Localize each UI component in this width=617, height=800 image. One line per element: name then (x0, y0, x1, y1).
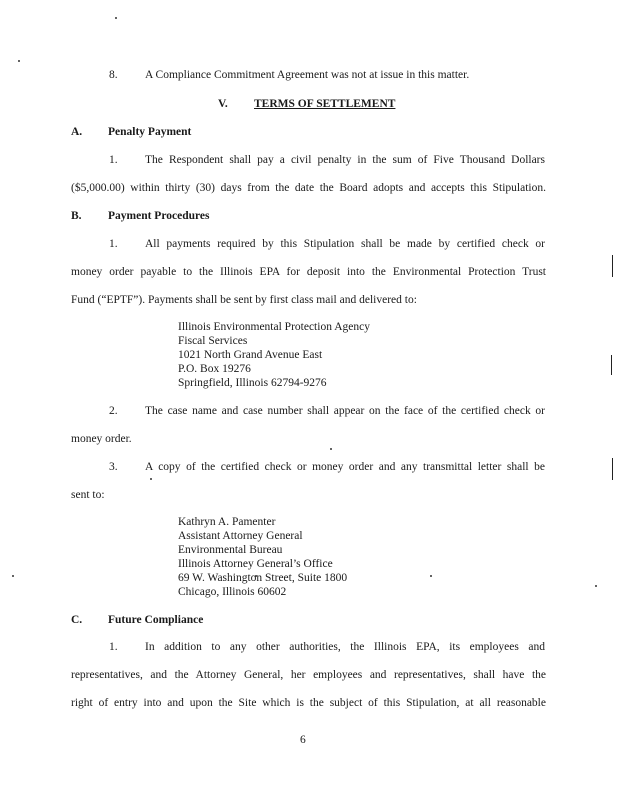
paragraph-number: 3. (109, 461, 118, 473)
address-line: Fiscal Services (178, 335, 248, 347)
paragraph-number: 1. (109, 238, 118, 250)
address-line: P.O. Box 19276 (178, 363, 251, 375)
address-line: Kathryn A. Pamenter (178, 516, 276, 528)
paragraph-line: ($5,000.00) within thirty (30) days from the date the Board adopts and accepts this Stipulation. (71, 182, 546, 194)
paragraph-number: 1. (109, 154, 118, 166)
address-line: Assistant Attorney General (178, 530, 303, 542)
paragraph-number: 2. (109, 405, 118, 417)
paragraph-line: representatives, and the Attorney General, her employees and representatives, shall have the (71, 669, 546, 681)
scan-speck (330, 448, 332, 450)
paragraph-line: The case name and case number shall appear on the face of the certified check or (145, 405, 545, 417)
subsection-title: Penalty Payment (108, 126, 192, 138)
address-line: Environmental Bureau (178, 544, 283, 556)
subsection-letter: B. (71, 210, 82, 222)
scan-speck (12, 575, 14, 577)
paragraph-line: sent to: (71, 489, 105, 501)
scan-speck (150, 478, 152, 480)
paragraph-line: money order. (71, 433, 132, 445)
scan-speck (595, 585, 597, 587)
paragraph-line: A copy of the certified check or money order and any transmittal letter shall be (145, 461, 545, 473)
paragraph-line: In addition to any other authorities, the Illinois EPA, its employees and (145, 641, 545, 653)
address-line: Chicago, Illinois 60602 (178, 586, 287, 598)
section-number: V. (218, 98, 228, 110)
subsection-letter: A. (71, 126, 83, 138)
subsection-title: Payment Procedures (108, 210, 210, 222)
paragraph-line: All payments required by this Stipulation shall be made by certified check or (145, 238, 545, 250)
address-line: Illinois Attorney General’s Office (178, 558, 333, 570)
address-line: Illinois Environmental Protection Agency (178, 321, 370, 333)
paragraph-line: Fund (“EPTF”). Payments shall be sent by first class mail and delivered to: (71, 294, 417, 306)
item-text: A Compliance Commitment Agreement was not at issue in this matter. (145, 69, 470, 81)
margin-mark (612, 255, 613, 277)
item-number: 8. (109, 69, 118, 81)
scan-speck (115, 17, 117, 19)
section-title: TERMS OF SETTLEMENT (254, 98, 396, 110)
paragraph-number: 1. (109, 641, 118, 653)
subsection-title: Future Compliance (108, 614, 204, 626)
page-number: 6 (300, 734, 306, 746)
margin-mark (611, 355, 612, 375)
address-line: Springfield, Illinois 62794-9276 (178, 377, 327, 389)
paragraph-line: right of entry into and upon the Site which is the subject of this Stipulation, at all reasonable (71, 697, 546, 709)
scan-speck (18, 60, 20, 62)
paragraph-line: money order payable to the Illinois EPA for deposit into the Environmental Protection Trust (71, 266, 546, 278)
scan-speck (430, 575, 432, 577)
address-line: 1021 North Grand Avenue East (178, 349, 323, 361)
address-line: 69 W. Washington Street, Suite 1800 (178, 572, 348, 584)
subsection-letter: C. (71, 614, 83, 626)
margin-mark (612, 458, 613, 480)
paragraph-line: The Respondent shall pay a civil penalty in the sum of Five Thousand Dollars (145, 154, 545, 166)
